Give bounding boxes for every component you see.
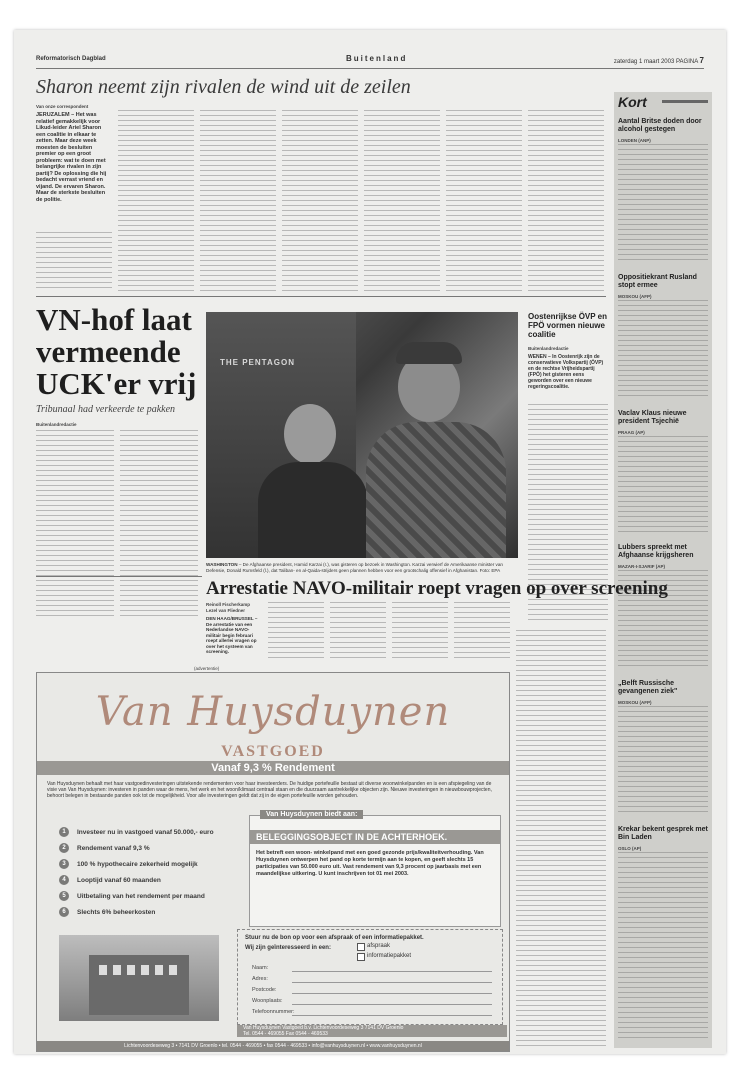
field-label-telefoon: Telefoonnummer:	[252, 1009, 295, 1015]
navo-text-col	[330, 602, 386, 662]
sharon-text-col-4	[282, 110, 358, 292]
ad-intro: Van Huysduynen behaalt met haar vastgoedinvesteringen uitstekende rendementen voor haar investeerders. De huidige portefeuille bestaat uit diverse woonwinkelpanden en is een afspiegeling van de visie van Van Huysduynen: investeren in panden waar de mens, het werk en het woon/klimaat centraal staan en die duurzaam aantrekkelijke objecten zijn. Nieuwe investeringen in nieuwbouwprojecten, behoort belegen in bestaande panden ook tot de mogelijkheid. Voor alle investeringen geldt dat zij in de eigen portefeuille worden gehouden.	[47, 781, 492, 799]
vn-headline-line: UCK'er vrij	[36, 366, 197, 401]
navo-lead: DEN HAAG/BRUSSEL – De arrestatie van een Nederlandse NAVO-militair begin februari roept allerlei vragen op over het systeem van screening.	[206, 616, 258, 654]
usp-text: Looptijd vanaf 60 maanden	[77, 877, 161, 884]
usp-number: 6	[59, 907, 69, 917]
ad-building-photo	[59, 935, 219, 1021]
coupon-phone: Tel. 0544 - 469055 Fax 0544 - 469533	[243, 1031, 328, 1037]
usp-text: Rendement vanaf 9,3 %	[77, 845, 150, 852]
sharon-text-col-7	[528, 110, 604, 292]
divider	[36, 576, 202, 577]
field-label-woonplaats: Woonplaats:	[252, 998, 283, 1004]
building-facade	[89, 955, 189, 1015]
sharon-text-col-1	[36, 232, 112, 292]
oostenrijk-lead: WENEN – In Oostenrijk zijn de conservatieve Volkspartij (ÖVP) en de rechtse Vrijheidspartij (FPÖ) het gisteren eens geworden over een nieuwe regeringscoalitie.	[528, 354, 604, 390]
usp-text: Slechts 6% beheerkosten	[77, 909, 156, 916]
navo-byline: Lezel van Fliedner	[206, 608, 246, 613]
vn-headline-line: VN-hof laat	[36, 302, 192, 337]
ad-offer-text: Het betreft een woon- winkelpand met een goed gezonde prijs/kwaliteitverhouding. Van Huysduynen ontwerpen het pand op korte termijn aan te kopen, en geeft slechts 15 participaties van 50.000 euro uit. Vast rendement van 9,3 procent op jaarbasis met een maandelijkse uitkering. U kunt inschrijven tot 01 mei 2003.	[256, 850, 484, 877]
kort-item-head: Aantal Britse doden door alcohol gestegen	[618, 118, 702, 133]
navo-text-col	[454, 602, 510, 662]
kort-rule	[662, 100, 708, 103]
sharon-text-col-3	[200, 110, 276, 292]
ad-tag: (advertentie)	[194, 666, 220, 671]
kort-item-head: „Belft Russische gevangenen ziek"	[618, 680, 678, 695]
ad-brand-logo: Van Huysduynen	[95, 689, 451, 735]
kort-item-dateline: MOSKOU (AFP)	[618, 294, 652, 299]
oostenrijk-byline: Buitenlandredactie	[528, 346, 569, 351]
field-line-adres[interactable]	[292, 982, 492, 983]
photo-rumsfeld-karzai	[206, 312, 518, 558]
usp-number: 4	[59, 875, 69, 885]
coupon-address-bar	[237, 1025, 507, 1037]
pentagon-sign: THE PENTAGON	[220, 358, 295, 367]
kort-item-text	[618, 436, 708, 536]
checkbox-afspraak[interactable]	[357, 943, 365, 951]
navo-text-col	[268, 602, 324, 662]
navo-text-col-continued	[516, 630, 606, 1048]
field-line-telefoon[interactable]	[292, 1015, 492, 1016]
newspaper-page	[14, 30, 726, 1054]
kort-item-head: Krekar bekent gesprek met Bin Laden	[618, 826, 708, 841]
navo-text-col	[392, 602, 448, 662]
ad-footer: Lichtenvoordeseweg 3 • 7141 DV Groenlo • tel. 0544 - 469055 • fax 0544 - 469533 • info@vanhuysduynen.nl • www.vanhuysduynen.nl	[37, 1041, 509, 1051]
ad-offer-box	[249, 811, 501, 927]
photo-credit: Foto: EPA	[479, 567, 501, 573]
kort-label: Kort	[618, 94, 647, 110]
coupon-address: Van Huysduynen Vastgoed b.v. Lichtenvoordeseweg 3 7141 DV Groenlo	[243, 1025, 404, 1031]
person-body-left	[258, 462, 368, 558]
kort-item-text	[618, 852, 708, 1042]
paper-name: Reformatorisch Dagblad	[36, 56, 106, 62]
kort-item-dateline: MOSKOU (AFP)	[618, 700, 652, 705]
person-cape-right	[366, 422, 506, 558]
sharon-byline: Van onze correspondent	[36, 104, 89, 109]
sharon-text-col-6	[446, 110, 522, 292]
field-line-naam[interactable]	[292, 971, 492, 972]
usp-text: 100 % hypothecaire zekerheid mogelijk	[77, 861, 198, 868]
page-header	[36, 54, 704, 69]
kort-item-dateline: MAZAR-I-SJARIF (AP)	[618, 564, 665, 569]
photo-caption	[206, 562, 518, 573]
kort-item-text	[618, 144, 708, 264]
usp-text: Uitbetaling van het rendement per maand	[77, 893, 205, 900]
vn-headline-line: vermeende	[36, 334, 181, 369]
kort-item-dateline: LONDEN (ANP)	[618, 138, 651, 143]
page-label: PAGINA	[675, 59, 698, 65]
header-date-block	[614, 56, 704, 65]
field-line-woonplaats[interactable]	[292, 1004, 492, 1005]
field-line-postcode[interactable]	[292, 993, 492, 994]
ad-offer-title: BELEGGINGSOBJECT IN DE ACHTERHOEK.	[250, 830, 500, 844]
sharon-headline: Sharon neemt zijn rivalen de wind uit de zeilen	[36, 76, 411, 98]
section-title: Buitenland	[346, 54, 408, 63]
advertisement	[36, 672, 510, 1052]
vn-subhead: Tribunaal had verkeerde te pakken	[36, 404, 176, 415]
kort-item-head: Lubbers spreekt met Afghaanse krijgsheren	[618, 544, 694, 559]
usp-text: Investeer nu in vastgoed vanaf 50.000,- euro	[77, 829, 214, 836]
divider	[36, 296, 606, 297]
caption-text: – De Afghaanse president, Hamid Karzai (r.), was gisteren op bezoek in Washington. Karzai verwierf de Amerikaanse minister van Defensie, Donald Rumsfeld (l.), dat Taliban- en al-Qaida-strijders geen plannen hebben voor een grootschalig offensief in Afghanistan.	[206, 562, 503, 573]
checkbox-informatiepakket[interactable]	[357, 953, 365, 961]
option-informatiepakket: informatiepakket	[367, 953, 412, 959]
ad-offer-label: Van Huysduynen biedt aan:	[260, 810, 363, 819]
field-label-postcode: Postcode:	[252, 987, 277, 993]
ad-vastgoed: VASTGOED	[221, 743, 325, 760]
sharon-lead: JERUZALEM – Het was relatief gemakkelijk voor Likud-leider Ariel Sharon een coalitie in elkaar te zetten. Maar deze week moesten de besluiten premier op een groot probleem: wat te doen met belangrijke rivalen in zijn partij? De oplossing die hij bedacht verrast vriend en vijand. De ervaren Sharon. Maar de sterkste besluiten de politie.	[36, 112, 107, 203]
kort-item-dateline: OSLO (AP)	[618, 846, 642, 851]
karakul-hat	[396, 342, 462, 364]
ad-rendement-band: Vanaf 9,3 % Rendement	[37, 761, 509, 775]
page-number: 7	[699, 56, 704, 65]
field-label-naam: Naam:	[252, 965, 269, 971]
vn-byline: Buitenlandredactie	[36, 422, 77, 427]
vn-text-col-1	[36, 430, 114, 620]
kort-item-head: Vaclav Klaus nieuwe president Tsjechië	[618, 410, 687, 425]
navo-headline: Arrestatie NAVO-militair roept vragen op over screening	[206, 578, 668, 599]
coupon-title: Stuur nu de bon op voor een afspraak of een informatiepakket.	[245, 935, 424, 941]
kort-item-text	[618, 300, 708, 400]
option-afspraak: afspraak	[367, 943, 391, 949]
sharon-text-col-2	[118, 110, 194, 292]
usp-number: 1	[59, 827, 69, 837]
oostenrijk-headline: Oostenrijkse ÖVP en FPÖ vormen nieuwe coalitie	[528, 312, 607, 339]
kort-item-dateline: PRAAG (AP)	[618, 430, 645, 435]
vn-headline	[36, 304, 206, 400]
navo-byline: Reinoll Fischerkamp	[206, 602, 251, 607]
person-head-left	[284, 404, 336, 464]
sharon-text-col-5	[364, 110, 440, 292]
field-label-adres: Adres:	[252, 976, 268, 982]
header-date: zaterdag 1 maart 2003	[613, 59, 675, 65]
building-windows	[99, 965, 179, 975]
usp-number: 5	[59, 891, 69, 901]
kort-item-text	[618, 706, 708, 816]
coupon-question: Wij zijn geïnteresseerd in een:	[245, 945, 331, 951]
vn-text-col-2	[120, 430, 198, 620]
usp-number: 3	[59, 859, 69, 869]
usp-number: 2	[59, 843, 69, 853]
kort-item-head: Oppositiekrant Rusland stopt ermee	[618, 274, 697, 289]
caption-lead: WASHINGTON	[206, 562, 238, 567]
